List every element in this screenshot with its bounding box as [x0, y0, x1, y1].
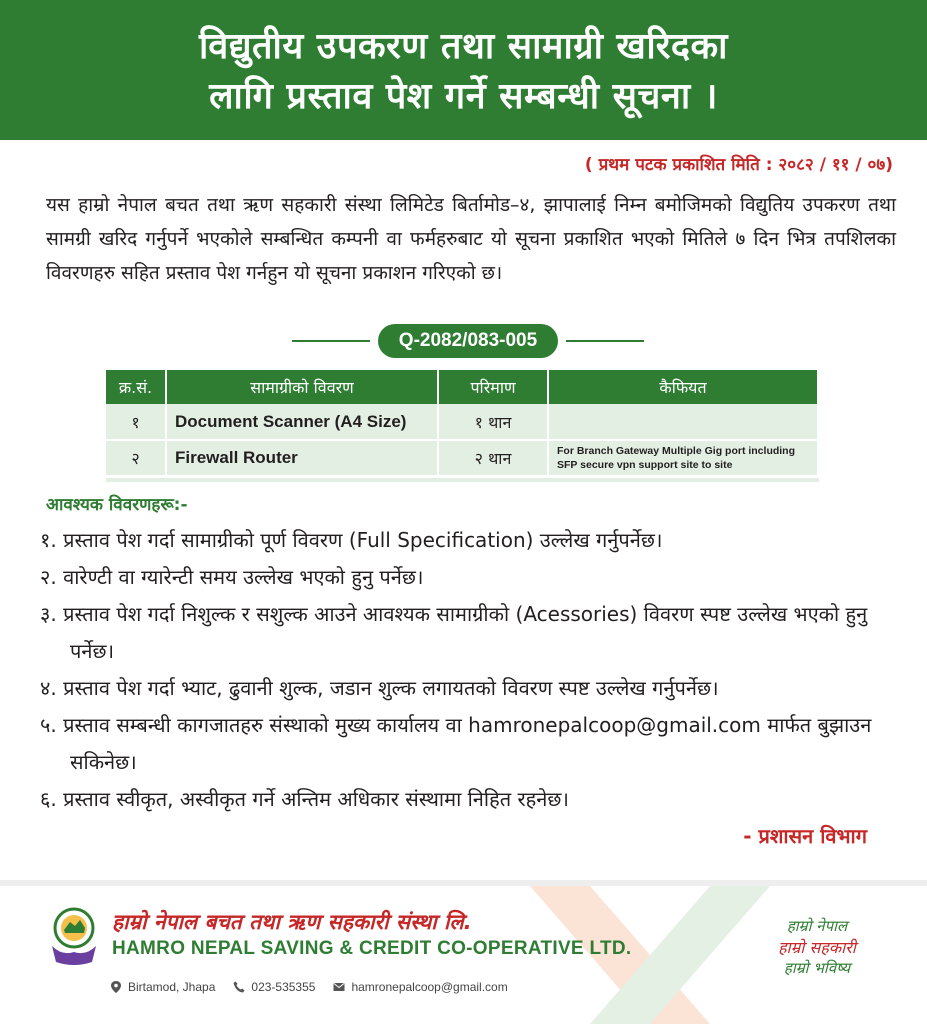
phone-text: 023-535355 [251, 980, 316, 994]
row-sn: २ [106, 440, 166, 476]
intro-paragraph: यस हाम्रो नेपाल बचत तथा ऋण सहकारी संस्था लिमिटेड बिर्तामोड–४, झापालाई निम्न बमोजिमको विद्युतिय उपकरण तथा सामग्री खरिद गर्नुपर्ने भएकोले सम्बन्धित कम्पनी वा फर्महरुबाट यो सूचना प्रकाशित भएको मितिले ७ दिन भित्र तपशिलका विवरणहरु सहित प्रस्ताव पेश गर्नहुन यो सूचना प्रकाशन गरिएको छ। [46, 194, 896, 284]
requirements-list [40, 522, 900, 818]
phone-icon [233, 981, 245, 993]
table-row [106, 440, 818, 476]
publication-date: ( प्रथम पटक प्रकाशित मिति : २०८२ / ११ / ०७) [584, 155, 893, 175]
requirement-item: ४. प्रस्ताव पेश गर्दा भ्याट, ढुवानी शुल्क, जडान शुल्क लगायतको विवरण स्पष्ट उल्लेख गर्नुपर्नेछ। [40, 676, 719, 700]
requirement-item: १. प्रस्ताव पेश गर्दा सामाग्रीको पूर्ण विवरण (Full Specification) उल्लेख गर्नुपर्नेछ। [40, 528, 663, 552]
col-header-sn: क्र.सं. [106, 370, 166, 404]
requirement-item: ५. प्रस्ताव सम्बन्धी कागजातहरु संस्थाको मुख्य कार्यालय वा hamronepalcoop@gmail.com मार्फत बुझाउन सकिनेछ। [40, 713, 872, 774]
requirement-item: २. वारेण्टी वा ग्यारेन्टी समय उल्लेख भएको हुनु पर्नेछ। [40, 565, 424, 589]
row-remarks [548, 404, 818, 440]
header-title-line-2: लागि प्रस्ताव पेश गर्ने सम्बन्धी सूचना । [209, 76, 718, 117]
requirements-title: आवश्यक विवरणहरू:- [46, 495, 188, 515]
row-sn: १ [106, 404, 166, 440]
footer [0, 886, 927, 1024]
requirement-item: ६. प्रस्ताव स्वीकृत, अस्वीकृत गर्ने अन्तिम अधिकार संस्थामा निहित रहनेछ। [40, 787, 569, 811]
mail-icon [333, 981, 345, 993]
code-divider-left [292, 340, 370, 342]
cooperative-logo-icon [48, 906, 100, 966]
org-name-nepali: हाम्रो नेपाल बचत तथा ऋण सहकारी संस्था लि. [112, 910, 472, 934]
notice-code: Q-2082/083-005 [378, 324, 558, 358]
slogan-line-1: हाम्रो नेपाल [786, 917, 848, 935]
slogan [752, 916, 882, 978]
header-title-line-1: विद्युतीय उपकरण तथा सामाग्री खरिदका [198, 26, 729, 67]
signature-department: - प्रशासन विभाग [743, 824, 867, 848]
address-text: Birtamod, Jhapa [128, 980, 216, 994]
code-divider-right [566, 340, 644, 342]
slogan-line-3: हाम्रो भविष्य [783, 959, 851, 977]
email-item[interactable] [333, 980, 507, 994]
col-header-description: सामाग्रीको विवरण [166, 370, 438, 404]
col-header-quantity: परिमाण [438, 370, 548, 404]
items-table [106, 370, 819, 477]
row-quantity: २ थान [438, 440, 548, 476]
location-icon [110, 981, 122, 993]
table-footer-strip [106, 478, 819, 482]
row-remarks: For Branch Gateway Multiple Gig port including SFP secure vpn support site to site [548, 440, 818, 476]
address-item [110, 980, 215, 994]
contact-info [110, 980, 508, 994]
table-row [106, 404, 818, 440]
phone-item [233, 980, 315, 994]
col-header-remarks: कैफियत [548, 370, 818, 404]
email-link[interactable]: hamronepalcoop@gmail.com [351, 980, 508, 994]
requirement-item: ३. प्रस्ताव पेश गर्दा निशुल्क र सशुल्क आउने आवश्यक सामाग्रीको (Acessories) विवरण स्पष्ट उल्लेख भएको हुनु पर्नेछ। [40, 602, 868, 663]
row-quantity: १ थान [438, 404, 548, 440]
row-description: Document Scanner (A4 Size) [166, 404, 438, 440]
row-description: Firewall Router [166, 440, 438, 476]
notice-code-banner [292, 324, 644, 358]
notice-header [0, 0, 927, 140]
table-header-row [106, 370, 818, 404]
org-name-english: HAMRO NEPAL SAVING & CREDIT CO-OPERATIVE LTD. [112, 938, 632, 959]
slogan-line-2: हाम्रो सहकारी [778, 938, 856, 957]
